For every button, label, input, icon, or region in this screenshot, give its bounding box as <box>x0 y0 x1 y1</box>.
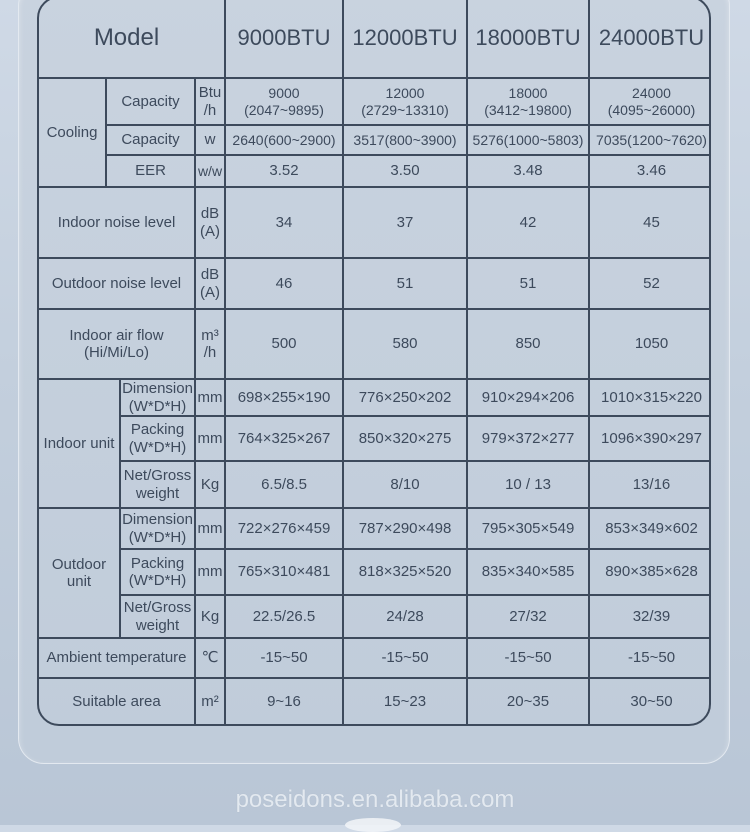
outdoor-dimension-value: 722×276×459 <box>237 519 331 537</box>
indoor-dimension-label: Dimension (W*D*H) <box>122 380 193 415</box>
indoor-noise-value: 45 <box>643 213 660 231</box>
indoor-unit-group-label: Indoor unit <box>43 434 115 452</box>
eer-value: 3.50 <box>390 162 420 180</box>
indoor-packing-value: 979×372×277 <box>481 429 575 447</box>
area-value: 15~23 <box>383 692 427 710</box>
outdoor-packing-label: Packing (W*D*H) <box>128 554 187 589</box>
indoor-packing-value: 850×320×275 <box>358 429 452 447</box>
air-flow-value: 850 <box>515 335 541 353</box>
outdoor-noise-label: Outdoor noise level <box>51 274 182 292</box>
indoor-packing-unit: mm <box>197 429 223 447</box>
outdoor-noise-unit: dB (A) <box>200 266 220 301</box>
outdoor-dimension-value: 853×349×602 <box>605 519 698 537</box>
outdoor-weight-value: 32/39 <box>632 607 671 625</box>
ambient-unit: ℃ <box>201 649 219 667</box>
indoor-noise-value: 34 <box>275 213 293 231</box>
ambient-value: -15~50 <box>627 649 676 667</box>
indoor-weight-label: Net/Gross weight <box>123 467 192 502</box>
air-flow-unit: m³ /h <box>201 326 219 361</box>
model-24000: 24000BTU <box>598 25 705 51</box>
area-label: Suitable area <box>72 692 161 710</box>
outdoor-packing-value: 818×325×520 <box>358 563 452 581</box>
outdoor-weight-value: 22.5/26.5 <box>252 607 316 625</box>
indoor-noise-unit: dB (A) <box>200 205 220 240</box>
bottom-glow <box>345 818 401 832</box>
air-flow-label: Indoor air flow (Hi/Mi/Lo) <box>69 326 164 361</box>
capacity-w-value: 3517(800~3900) <box>353 131 457 148</box>
indoor-noise-value: 37 <box>396 213 414 231</box>
air-flow-value: 500 <box>271 335 297 353</box>
outdoor-noise-value: 46 <box>275 274 293 292</box>
outdoor-dimension-value: 795×305×549 <box>481 519 575 537</box>
eer-value: 3.52 <box>269 162 299 180</box>
capacity-btu-label: Capacity <box>121 92 180 110</box>
air-flow-value: 1050 <box>634 335 669 353</box>
outdoor-dimension-unit: mm <box>197 519 223 537</box>
outdoor-packing-value: 835×340×585 <box>481 563 575 581</box>
capacity-w-unit: w <box>204 131 216 149</box>
capacity-btu-value: 9000 (2047~9895) <box>244 85 324 118</box>
outdoor-packing-unit: mm <box>197 563 223 581</box>
capacity-btu-unit: Btu /h <box>198 84 222 119</box>
area-value: 20~35 <box>506 692 550 710</box>
capacity-btu-value: 12000 (2729~13310) <box>361 85 449 118</box>
outdoor-weight-value: 24/28 <box>386 607 424 625</box>
indoor-weight-value: 6.5/8.5 <box>261 475 307 493</box>
model-12000: 12000BTU <box>352 25 458 51</box>
indoor-weight-unit: Kg <box>200 475 220 493</box>
area-unit: m² <box>201 692 219 710</box>
indoor-dimension-unit: mm <box>197 388 223 406</box>
eer-label: EER <box>135 162 166 180</box>
outdoor-noise-value: 51 <box>396 274 414 292</box>
ambient-value: -15~50 <box>504 649 552 667</box>
spec-table <box>37 0 711 726</box>
capacity-w-label: Capacity <box>121 131 180 149</box>
indoor-packing-label: Packing (W*D*H) <box>128 421 187 456</box>
ambient-label: Ambient temperature <box>46 649 187 667</box>
outdoor-dimension-label: Dimension (W*D*H) <box>122 511 193 546</box>
outdoor-weight-unit: Kg <box>200 607 220 625</box>
indoor-dimension-value: 1010×315×220 <box>601 388 702 406</box>
indoor-packing-value: 764×325×267 <box>237 429 331 447</box>
outdoor-dimension-value: 787×290×498 <box>358 519 452 537</box>
eer-unit: w/w <box>197 162 223 179</box>
outdoor-packing-value: 765×310×481 <box>237 563 331 581</box>
ambient-value: -15~50 <box>260 649 308 667</box>
indoor-weight-value: 8/10 <box>390 475 420 493</box>
outdoor-noise-value: 51 <box>519 274 537 292</box>
outdoor-packing-value: 890×385×628 <box>605 563 698 581</box>
capacity-btu-value: 24000 (4095~26000) <box>607 85 696 118</box>
model-18000: 18000BTU <box>475 25 581 51</box>
outdoor-unit-group-label: Outdoor unit <box>51 555 107 590</box>
indoor-packing-value: 1096×390×297 <box>601 429 702 447</box>
indoor-dimension-value: 910×294×206 <box>481 388 575 406</box>
indoor-dimension-value: 698×255×190 <box>237 388 331 406</box>
outdoor-weight-label: Net/Gross weight <box>123 599 192 634</box>
outdoor-weight-value: 27/32 <box>509 607 547 625</box>
cooling-group-label: Cooling <box>46 123 98 141</box>
indoor-dimension-value: 776×250×202 <box>358 388 452 406</box>
indoor-weight-value: 13/16 <box>632 475 671 493</box>
ambient-value: -15~50 <box>381 649 429 667</box>
watermark-text: poseidons.en.alibaba.com <box>235 786 515 813</box>
air-flow-value: 580 <box>392 335 418 353</box>
capacity-w-value: 2640(600~2900) <box>232 131 336 148</box>
capacity-btu-value: 18000 (3412~19800) <box>484 85 572 118</box>
eer-value: 3.48 <box>513 162 543 180</box>
indoor-noise-label: Indoor noise level <box>57 213 176 231</box>
model-9000: 9000BTU <box>237 25 331 51</box>
eer-value: 3.46 <box>636 162 667 180</box>
area-value: 9~16 <box>267 692 301 710</box>
model-header: Model <box>93 24 160 52</box>
indoor-noise-value: 42 <box>519 213 537 231</box>
indoor-weight-value: 10 / 13 <box>505 475 551 493</box>
area-value: 30~50 <box>630 692 673 710</box>
capacity-w-value: 7035(1200~7620) <box>596 131 707 148</box>
outdoor-noise-value: 52 <box>643 274 660 292</box>
capacity-w-value: 5276(1000~5803) <box>472 131 584 148</box>
